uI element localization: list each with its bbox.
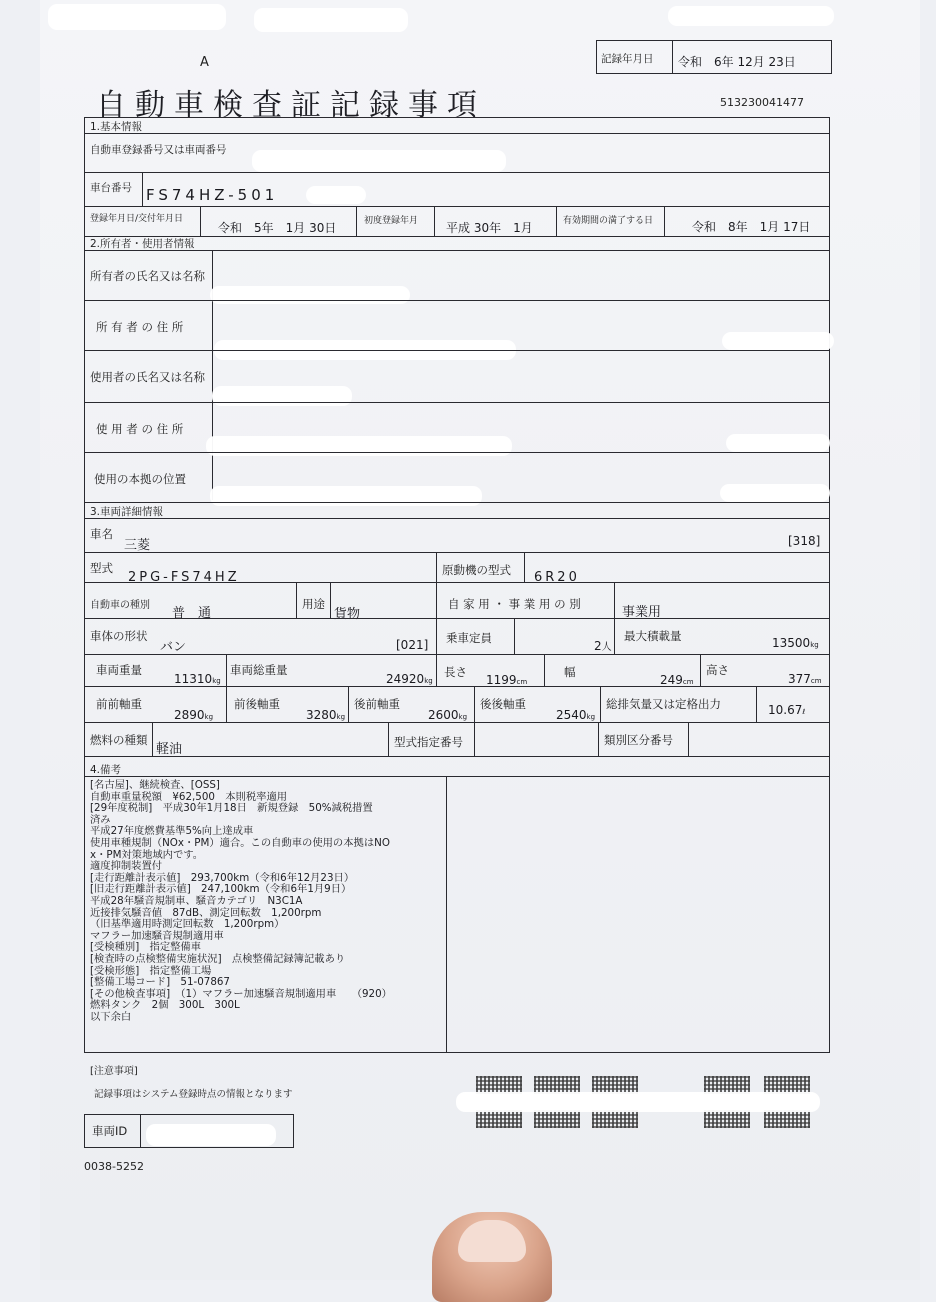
remarks-line: 済み	[90, 813, 111, 826]
qr-code	[476, 1110, 522, 1128]
row-line	[84, 172, 830, 173]
chassis-number-value: FS74HZ-501	[146, 186, 279, 204]
maker-code: [318]	[788, 534, 821, 548]
redaction-mark	[668, 6, 834, 26]
remarks-line: 平成27年度燃費基準5%向上達成車	[90, 825, 254, 838]
col-line	[330, 582, 331, 618]
unit-cm: cm	[810, 677, 822, 685]
col-line	[152, 722, 153, 756]
col-line	[756, 686, 757, 722]
notes-text: 記録事項はシステム登録時点の情報となります	[94, 1089, 293, 1100]
capacity-unit: 人	[601, 642, 612, 653]
section-2-heading: 2.所有者・使用者情報	[90, 238, 195, 250]
rear-rear-axle-label: 後後軸重	[480, 697, 526, 711]
notes-heading: [注意事項]	[90, 1066, 138, 1077]
col-line	[544, 654, 545, 686]
remarks-line: [受検種別] 指定整備車	[90, 941, 202, 954]
remarks-line: 自動車重量税額 ¥62,500 本則税率適用	[90, 790, 288, 803]
redaction-mark	[48, 4, 226, 30]
unit-cm: cm	[682, 678, 694, 686]
maker-label: 車名	[90, 527, 113, 541]
row-line	[84, 452, 830, 453]
col-line	[296, 582, 297, 618]
col-line	[700, 654, 701, 686]
fuel-type-label: 燃料の種類	[90, 733, 148, 747]
section-3-heading: 3.車両詳細情報	[90, 506, 164, 518]
first-registration-label: 初度登録年月	[364, 216, 419, 226]
redaction-mark	[146, 1124, 276, 1146]
col-line	[436, 552, 437, 582]
row-line	[84, 756, 830, 757]
capacity-number: 2	[594, 639, 602, 653]
length-number: 1199	[486, 673, 517, 687]
front-front-axle-number: 2890	[174, 708, 205, 722]
remarks-line: [名古屋]、継続検査、[OSS]	[90, 779, 220, 791]
vehicle-id-divider	[140, 1114, 141, 1148]
rear-front-axle-number: 2600	[428, 708, 459, 722]
use-label: 用途	[302, 597, 325, 611]
redaction-mark	[210, 286, 410, 304]
owner-address-label: 所 有 者 の 住 所	[96, 320, 184, 334]
front-rear-axle-value	[306, 708, 345, 722]
width-value	[660, 673, 694, 687]
unit-cm: cm	[516, 678, 528, 686]
front-rear-axle-number: 3280	[306, 708, 337, 722]
capacity-label: 乗車定員	[446, 631, 492, 645]
unit-kg: kg	[458, 713, 468, 721]
row-line	[84, 236, 830, 237]
height-number: 377	[788, 672, 811, 686]
type-approval-label: 型式指定番号	[394, 735, 463, 749]
displacement-value	[768, 703, 805, 717]
redaction-mark	[456, 1092, 820, 1112]
col-line	[356, 206, 357, 236]
rear-rear-axle-value	[556, 708, 595, 722]
row-line	[84, 618, 830, 619]
expiry-date-value: 令和 8年 1月 17日	[692, 220, 811, 234]
remarks-line: [検査時の点検整備実施状況] 点検整備記録簿記載あり	[90, 952, 346, 965]
remarks-line: 使用車種規制（NOx・PM）適合。この自動車の使用の本拠はNO	[90, 836, 390, 849]
row-line	[84, 518, 830, 519]
capacity-value	[594, 638, 612, 653]
issue-date-label: 登録年月日/交付年月日	[90, 214, 184, 224]
col-line	[514, 618, 515, 654]
record-date-label: 記録年月日	[601, 53, 654, 65]
row-line	[84, 686, 830, 687]
remarks-line: [29年度税制] 平成30年1月18日 新規登録 50%減税措置	[90, 802, 373, 815]
remarks-line: 以下余白	[90, 1010, 132, 1023]
col-line	[664, 206, 665, 236]
col-line	[688, 722, 689, 756]
row-line	[84, 552, 830, 553]
vehicle-weight-value	[174, 672, 221, 686]
registration-number-label: 自動車登録番号又は車両番号	[90, 144, 227, 156]
redaction-mark	[206, 436, 512, 456]
col-line	[436, 618, 437, 654]
remarks-line: x・PM対策地域内です。	[90, 848, 204, 861]
vehicle-kind-value: 普 通	[172, 606, 212, 621]
remarks-block	[90, 780, 445, 1023]
body-shape-value: バン	[160, 640, 187, 655]
record-date-divider	[672, 40, 673, 74]
col-line	[388, 722, 389, 756]
document-title: 自動車検査証記録事項	[96, 88, 486, 123]
unit-kg: kg	[336, 713, 346, 721]
rear-rear-axle-number: 2540	[556, 708, 587, 722]
chassis-number-label: 車台番号	[90, 182, 132, 194]
owner-name-label: 所有者の氏名又は名称	[90, 269, 205, 283]
record-date-value: 令和 6年 12月 23日	[678, 55, 796, 69]
row-line	[84, 133, 830, 134]
max-load-label: 最大積載量	[624, 629, 682, 643]
row-line	[84, 350, 830, 351]
row-line	[84, 776, 830, 777]
max-load-number: 13500	[772, 636, 811, 650]
gross-weight-number: 24920	[386, 672, 425, 686]
col-line	[348, 686, 349, 722]
remarks-line: [走行距離計表示値] 293,700km（令和6年12月23日）	[90, 871, 355, 884]
class-number-label: 類別区分番号	[604, 733, 673, 747]
col-line	[226, 654, 227, 686]
qr-code	[764, 1110, 810, 1128]
maker-value: 三菱	[124, 538, 151, 553]
business-use-label: 自 家 用 ・ 事 業 用 の 別	[448, 597, 581, 611]
col-line	[598, 722, 599, 756]
remarks-line: 近接排気騒音値 87dB、測定回転数 1,200rpm	[90, 906, 322, 919]
col-line	[142, 172, 143, 206]
row-line	[84, 206, 830, 207]
remarks-line: （旧基準適用時測定回転数 1,200rpm）	[90, 918, 285, 931]
remarks-line: [旧走行距離計表示値] 247,100km（令和6年1月9日）	[90, 883, 352, 896]
user-address-label: 使 用 者 の 住 所	[96, 422, 184, 436]
front-front-axle-value	[174, 708, 213, 722]
col-line	[436, 654, 437, 686]
redaction-mark	[726, 434, 830, 452]
unit-liter: ℓ	[802, 708, 806, 716]
redaction-mark	[212, 386, 352, 406]
model-label: 型式	[90, 561, 113, 575]
vehicle-weight-number: 11310	[174, 672, 213, 686]
displacement-number: 10.67	[768, 703, 803, 717]
body-shape-code: [021]	[396, 638, 429, 652]
fuel-type-value: 軽油	[156, 742, 183, 757]
rear-front-axle-label: 後前軸重	[354, 697, 400, 711]
remarks-line: [受検形態] 指定整備工場	[90, 964, 212, 977]
col-line	[474, 686, 475, 722]
col-line	[556, 206, 557, 236]
length-label: 長さ	[444, 665, 467, 679]
unit-kg: kg	[424, 677, 433, 685]
rear-front-axle-value	[428, 708, 467, 722]
model-value: 2PG-FS74HZ	[128, 570, 240, 585]
unit-kg: kg	[586, 713, 596, 721]
qr-code	[704, 1110, 750, 1128]
unit-kg: kg	[810, 641, 819, 649]
row-line	[84, 654, 830, 655]
col-line	[614, 618, 615, 654]
redaction-mark	[720, 484, 830, 502]
max-load-value	[772, 636, 819, 650]
row-line	[84, 722, 830, 723]
qr-code	[534, 1110, 580, 1128]
width-label: 幅	[564, 665, 576, 679]
remarks-line: [その他検査事項] （1）マフラー加速騒音規制適用車 （920）	[90, 987, 392, 1000]
business-use-value: 事業用	[622, 605, 662, 620]
row-line	[84, 402, 830, 403]
engine-model-label: 原動機の型式	[442, 563, 511, 577]
row-line	[84, 300, 830, 301]
gross-weight-value	[386, 672, 433, 686]
front-front-axle-label: 前前軸重	[96, 697, 142, 711]
base-location-label: 使用の本拠の位置	[94, 472, 186, 486]
remarks-line: 燃料タンク 2個 300L 300L	[90, 999, 240, 1012]
displacement-label: 総排気量又は定格出力	[606, 697, 721, 711]
remarks-divider	[446, 776, 447, 1052]
height-value	[788, 672, 822, 686]
remarks-line: マフラー加速騒音規制適用車	[90, 929, 224, 942]
expiry-date-label: 有効期間の満了する日	[563, 216, 654, 226]
user-name-label: 使用者の氏名又は名称	[90, 370, 205, 384]
document-number: 513230041477	[720, 96, 804, 109]
redaction-mark	[210, 486, 482, 506]
col-line	[600, 686, 601, 722]
remarks-line: 適度抑制装置付	[90, 860, 163, 873]
row-line	[84, 502, 830, 503]
engine-model-value: 6R20	[534, 570, 580, 585]
issue-date-value: 令和 5年 1月 30日	[218, 221, 337, 235]
use-value: 貨物	[334, 607, 361, 622]
section-4-heading: 4.備考	[90, 764, 122, 776]
gross-weight-label: 車両総重量	[230, 663, 288, 677]
height-label: 高さ	[706, 663, 729, 677]
col-line	[226, 686, 227, 722]
vehicle-kind-label: 自動車の種別	[90, 600, 150, 611]
sheet-letter: A	[200, 55, 209, 70]
remarks-line: [整備工場コード] 51-07867	[90, 976, 230, 989]
redaction-mark	[254, 8, 408, 32]
length-value	[486, 673, 527, 687]
row-line	[84, 582, 830, 583]
vehicle-weight-label: 車両重量	[96, 663, 142, 677]
row-line	[84, 250, 830, 251]
footer-code: 0038-5252	[84, 1160, 144, 1173]
redaction-mark	[722, 332, 834, 350]
col-line	[474, 722, 475, 756]
front-rear-axle-label: 前後軸重	[234, 697, 280, 711]
col-line	[436, 582, 437, 618]
vehicle-id-label: 車両ID	[92, 1124, 128, 1138]
unit-kg: kg	[204, 713, 214, 721]
section-1-heading: 1.基本情報	[90, 121, 143, 133]
col-line	[614, 582, 615, 618]
col-line	[200, 206, 201, 236]
body-shape-label: 車体の形状	[90, 629, 148, 643]
col-line	[524, 552, 525, 582]
width-number: 249	[660, 673, 683, 687]
remarks-line: 平成28年騒音規制車、騒音カテゴリ N3C1A	[90, 894, 303, 907]
col-line	[434, 206, 435, 236]
unit-kg: kg	[212, 677, 221, 685]
qr-code	[592, 1110, 638, 1128]
redaction-mark	[306, 186, 366, 204]
redaction-mark	[252, 150, 506, 172]
first-registration-value: 平成 30年 1月	[446, 221, 533, 235]
